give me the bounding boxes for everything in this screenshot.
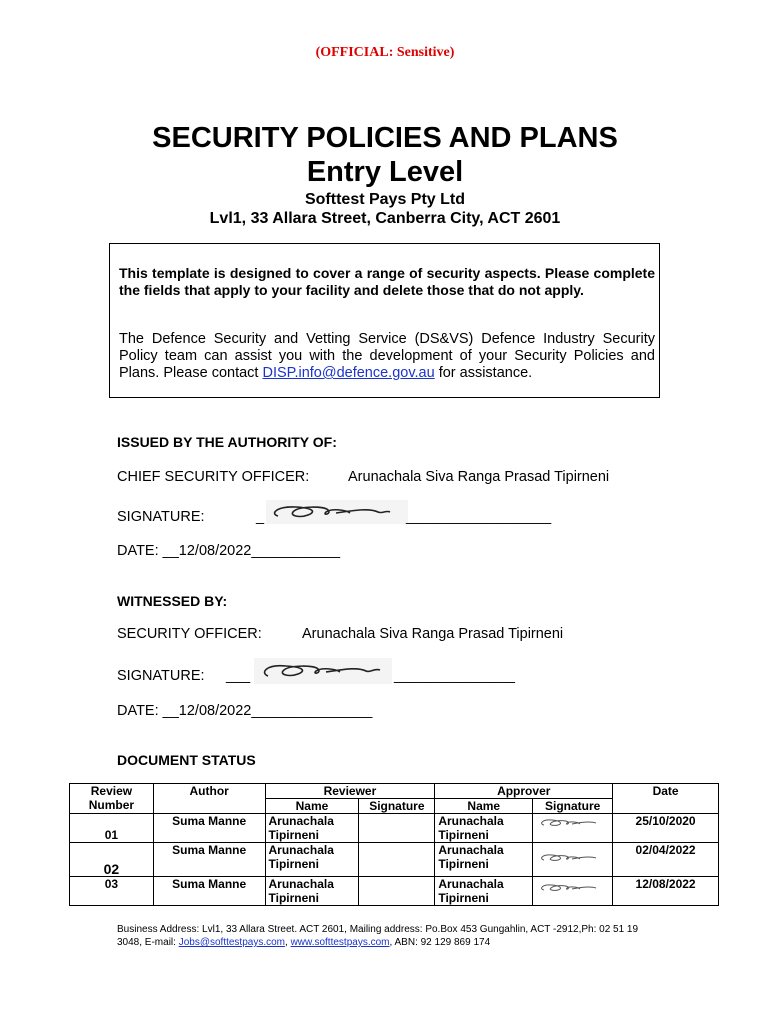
so-signature-prefix: ___: [226, 668, 251, 684]
table-row: [70, 814, 719, 843]
footer-separator: ,: [285, 937, 291, 948]
so-signature-line: _______________: [394, 668, 515, 684]
cso-signature-prefix: _: [256, 509, 265, 525]
approver-signature-image: [536, 851, 600, 865]
approver-signature-image: [536, 881, 600, 895]
approver-name: Arunachala Tipirneni: [435, 843, 533, 877]
notice-text-end: for assistance.: [434, 365, 533, 381]
table-row: [70, 877, 719, 906]
cso-label: CHIEF SECURITY OFFICER:: [117, 469, 310, 485]
author-name: Suma Manne: [153, 843, 265, 877]
table-header-row: [70, 784, 719, 799]
cso-signature-label: SIGNATURE:: [117, 509, 205, 525]
review-number: 01: [70, 814, 154, 843]
reviewer-signature: [359, 877, 435, 906]
review-date: 25/10/2020: [613, 814, 719, 843]
approver-signature: [533, 843, 613, 877]
table-row: [70, 843, 719, 877]
template-notice-contact: [119, 331, 655, 382]
status-heading: DOCUMENT STATUS: [117, 752, 256, 768]
witnessed-heading: WITNESSED BY:: [117, 593, 228, 609]
approver-signature: [533, 814, 613, 843]
approver-name: Arunachala Tipirneni: [435, 814, 533, 843]
document-title: SECURITY POLICIES AND PLANS: [152, 122, 618, 154]
review-date: 12/08/2022: [613, 877, 719, 906]
reviewer-header: Reviewer: [265, 784, 435, 799]
footer-website-link[interactable]: www.softtestpays.com: [290, 937, 390, 948]
approver-name-header: Name: [435, 799, 533, 814]
author-name: Suma Manne: [153, 814, 265, 843]
reviewer-name-header: Name: [265, 799, 359, 814]
footer-email-link[interactable]: Jobs@softtestpays.com: [178, 937, 286, 948]
author-name: Suma Manne: [153, 877, 265, 906]
company-address: Lvl1, 33 Allara Street, Canberra City, ACT 2601: [209, 210, 561, 227]
cso-name: Arunachala Siva Ranga Prasad Tipirneni: [348, 469, 610, 485]
footer-abn: , ABN: 92 129 869 174: [389, 937, 491, 948]
so-date: DATE: __12/08/2022_______________: [117, 703, 373, 719]
reviewer-name: Arunachala Tipirneni: [265, 843, 359, 877]
reviewer-signature: [359, 814, 435, 843]
reviewer-name: Arunachala Tipirneni: [265, 877, 359, 906]
company-name: Softtest Pays Pty Ltd: [304, 191, 466, 208]
so-name: Arunachala Siva Ranga Prasad Tipirneni: [302, 626, 564, 642]
approver-signature-image: [536, 816, 600, 830]
document-subtitle: Entry Level: [306, 156, 464, 188]
approver-header: Approver: [435, 784, 613, 799]
approver-signature: [533, 877, 613, 906]
date-header: Date: [613, 784, 719, 814]
cso-signature-line: __________________: [406, 509, 552, 525]
review-number: 03: [70, 877, 154, 906]
review-number: 02: [70, 843, 154, 877]
so-signature-image: [254, 658, 392, 684]
classification-marking: (OFFICIAL: Sensitive): [315, 45, 455, 60]
reviewer-name: Arunachala Tipirneni: [265, 814, 359, 843]
cso-date: DATE: __12/08/2022___________: [117, 543, 341, 559]
author-header: Author: [153, 784, 265, 814]
approver-name: Arunachala Tipirneni: [435, 877, 533, 906]
so-label: SECURITY OFFICER:: [117, 626, 262, 642]
so-signature-label: SIGNATURE:: [117, 668, 205, 684]
document-status-table: [69, 783, 719, 906]
footer-address: Business Address: Lvl1, 33 Allara Street. ACT 2601, Mailing address: Po.Box 453 Gungahlin, ACT -2912,Ph: 02 51 19 3048, E-mail:: [117, 924, 639, 948]
template-notice-bold: This template is designed to cover a range of security aspects. Please complete the fields that apply to your facility and delete those that do not apply.: [119, 265, 655, 298]
contact-email-link[interactable]: DISP.info@defence.gov.au: [262, 365, 435, 381]
approver-signature-header: Signature: [533, 799, 613, 814]
footer: [117, 923, 657, 949]
notice-text: The Defence Security and Vetting Service (DS&VS) Defence Industry Security Policy team can assist you with the development of your Security Policies and Plans. Please contact: [119, 331, 655, 381]
review-date: 02/04/2022: [613, 843, 719, 877]
cso-signature-image: [266, 500, 408, 524]
review-number-header: Review Number: [70, 784, 154, 814]
template-notice-box: [109, 243, 660, 398]
reviewer-signature: [359, 843, 435, 877]
reviewer-signature-header: Signature: [359, 799, 435, 814]
issued-heading: ISSUED BY THE AUTHORITY OF:: [117, 434, 337, 450]
